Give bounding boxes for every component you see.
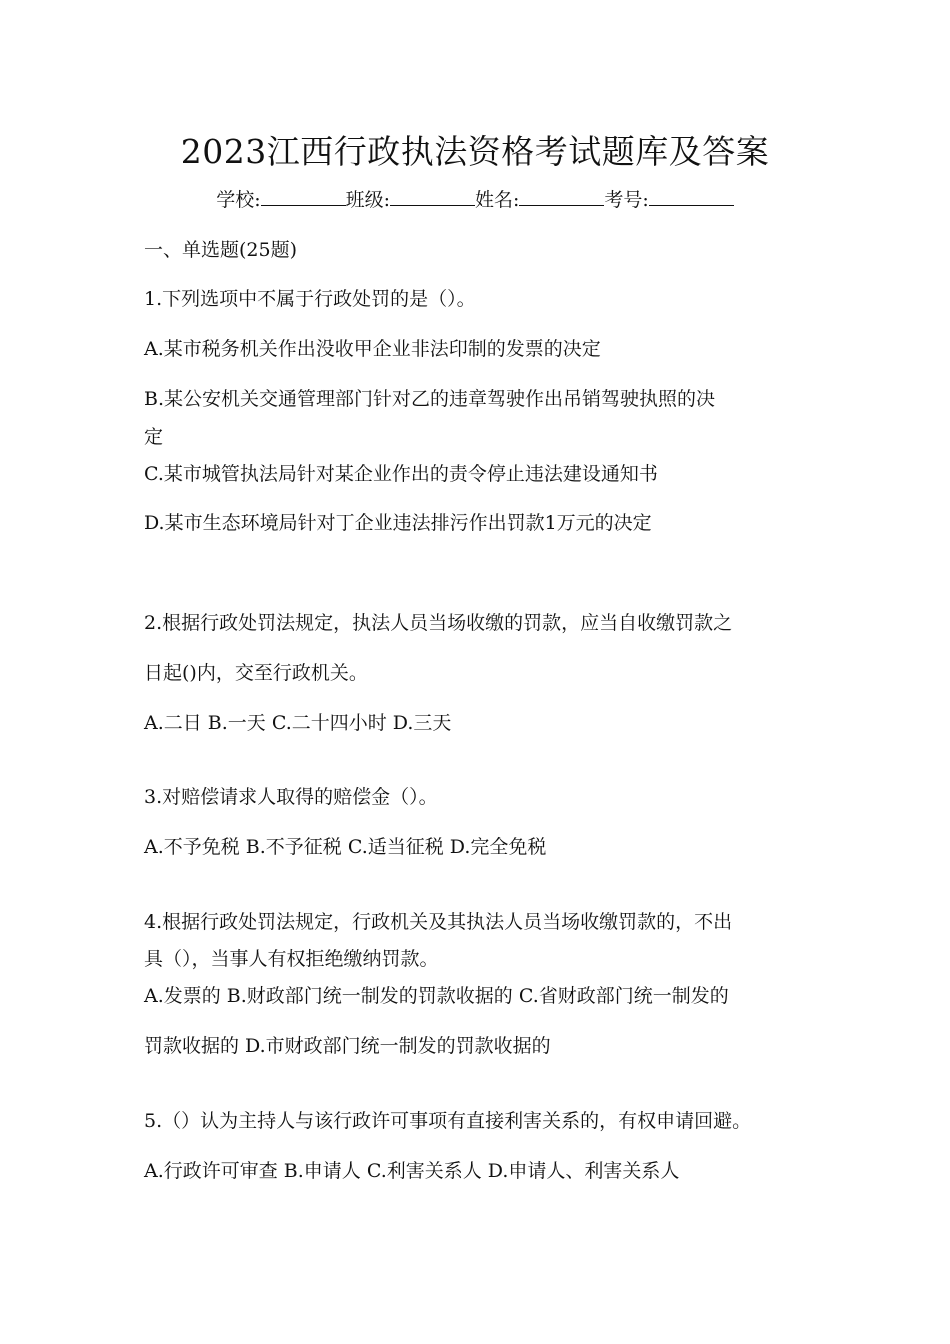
question-2-stem-cont: 日起()内，交至行政机关。 <box>144 662 368 684</box>
question-1-option-a: A.某市税务机关作出没收甲企业非法印制的发票的决定 <box>144 338 601 360</box>
school-label: 学校: <box>216 189 261 211</box>
question-4-stem: 4.根据行政处罚法规定，行政机关及其执法人员当场收缴罚款的，不出 <box>144 911 733 933</box>
number-label: 考号: <box>604 189 649 211</box>
question-3-options: A.不予免税 B.不予征税 C.适当征税 D.完全免税 <box>144 836 547 858</box>
number-blank <box>649 187 734 206</box>
question-1-option-d: D.某市生态环境局针对丁企业违法排污作出罚款1万元的决定 <box>144 512 652 534</box>
question-4-options-cont: 罚款收据的 D.市财政部门统一制发的罚款收据的 <box>144 1035 551 1057</box>
section-heading: 一、单选题(25题) <box>144 239 298 261</box>
student-info-row <box>0 187 950 212</box>
school-blank <box>261 187 346 206</box>
question-4-options: A.发票的 B.财政部门统一制发的罚款收据的 C.省财政部门统一制发的 <box>144 985 729 1007</box>
question-1-stem: 1.下列选项中不属于行政处罚的是（）。 <box>144 288 476 310</box>
question-1-option-b: B.某公安机关交通管理部门针对乙的违章驾驶作出吊销驾驶执照的决 <box>144 388 716 410</box>
question-4-stem-cont: 具（），当事人有权拒绝缴纳罚款。 <box>144 948 439 970</box>
class-blank <box>390 187 475 206</box>
question-3-stem: 3.对赔偿请求人取得的赔偿金（）。 <box>144 786 438 808</box>
question-1-option-b-cont: 定 <box>144 426 164 448</box>
page-title: 2023江西行政执法资格考试题库及答案 <box>180 132 770 171</box>
question-2-stem: 2.根据行政处罚法规定，执法人员当场收缴的罚款，应当自收缴罚款之 <box>144 612 733 634</box>
name-label: 姓名: <box>475 189 520 211</box>
name-blank <box>519 187 604 206</box>
question-1-option-c: C.某市城管执法局针对某企业作出的责令停止违法建设通知书 <box>144 463 658 485</box>
question-5-stem: 5.（）认为主持人与该行政许可事项有直接利害关系的，有权申请回避。 <box>144 1110 752 1132</box>
class-label: 班级: <box>345 189 390 211</box>
question-2-options: A.二日 B.一天 C.二十四小时 D.三天 <box>144 712 452 734</box>
question-5-options: A.行政许可审查 B.申请人 C.利害关系人 D.申请人、利害关系人 <box>144 1160 680 1182</box>
